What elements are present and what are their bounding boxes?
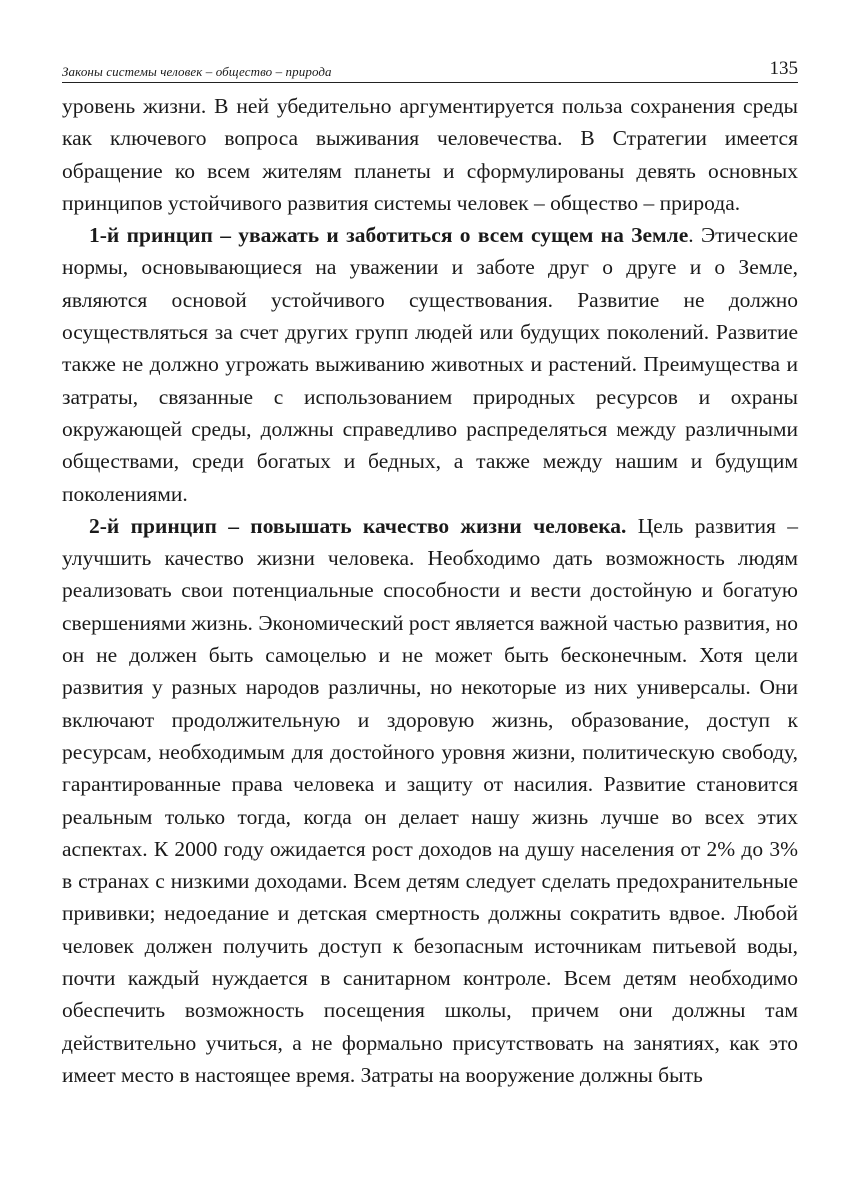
paragraph-principle-2 (62, 510, 798, 1091)
running-header-title: Законы системы человек – общество – природа (62, 64, 332, 79)
paragraph-intro (62, 90, 798, 219)
principle-2-heading: 2-й принцип – повышать качество жизни человека. (89, 513, 627, 538)
paragraph-intro-text: уровень жизни. В ней убедительно аргументируется польза сохранения среды как ключевого вопроса выживания человечества. В Стратегии имеется обращение ко всем жителям планеты и сформулированы девять основных принципов устойчивого развития системы человек – общество – природа. (62, 94, 798, 215)
principle-2-text: Цель развития – улучшить качество жизни человека. Необходимо дать возможность людям реализовать свои потенциальные способности и вести достойную и богатую свершениями жизнь. Экономический рост является важной частью развития, но он не должен быть самоцелью и не может быть бесконечным. Хотя цели развития у разных народов различны, но некоторые из них универсалы. Они включают продолжительную и здоровую жизнь, образование, доступ к ресурсам, необходимым для достойного уровня жизни, политическую свободу, гарантированные права человека и защиту от насилия. Развитие становится реальным только тогда, когда он делает нашу жизнь лучше во всех этих аспектах. К 2000 году ожидается рост доходов на душу населения от 2% до 3% в странах с низкими доходами. Всем детям следует сделать предохранительные прививки; недоедание и детская смертность должны сократить вдвое. Любой человек должен получить доступ к безопасным источникам питьевой воды, почти каждый нуждается в санитарном контроле. Всем детям необходимо обеспечить возможность посещения школы, причем они должны там действительно учиться, а не формально присутствовать на занятиях, как это имеет место в настоящее время. Затраты на вооружение должны быть (62, 513, 798, 1087)
principle-1-heading: 1-й принцип – уважать и заботиться о всем сущем на Земле (89, 223, 689, 248)
running-header (62, 56, 798, 83)
page-number: 135 (769, 58, 798, 79)
page-body (62, 90, 798, 1091)
principle-1-text: . Этические нормы, основывающиеся на уважении и заботе друг о друге и о Земле, являются основой устойчивого существования. Развитие не должно осуществляться за счет других групп людей или будущих поколений. Развитие также не должно угрожать выживанию животных и растений. Преимущества и затраты, связанные с использованием природных ресурсов и охраны окружающей среды, должны справедливо распределяться между различными обществами, среди богатых и бедных, а также между нашим и будущим поколениями. (62, 223, 798, 506)
paragraph-principle-1 (62, 219, 798, 510)
